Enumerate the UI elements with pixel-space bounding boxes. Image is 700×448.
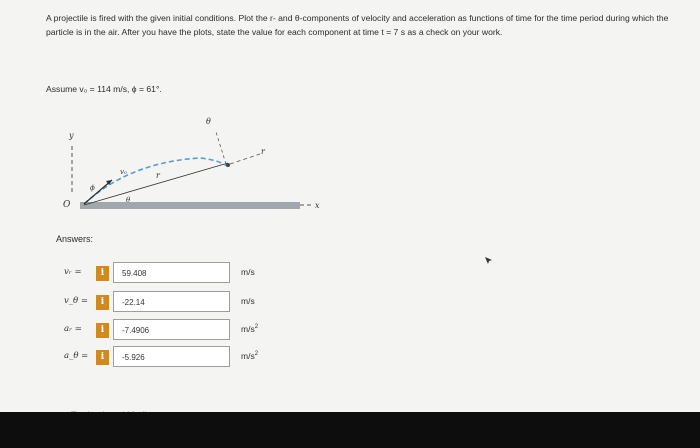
y-axis-label: y (69, 131, 74, 140)
v0-label: v₀ (120, 168, 127, 176)
projectile-diagram (50, 110, 330, 225)
answer-input-vr[interactable]: 59.408 (113, 262, 230, 283)
answer-input-ar[interactable]: -7.4906 (113, 319, 230, 340)
theta-bottom-label: θ (126, 196, 131, 204)
unit-label: $m/s^2$ (241, 324, 259, 334)
theta-top-label: θ (206, 117, 211, 126)
info-icon[interactable]: i (96, 350, 109, 365)
answers-label: Answers: (56, 234, 94, 244)
answer-row-atheta (0, 346, 700, 370)
unit-label: m/s (241, 267, 255, 277)
theta-direction-dashed (216, 132, 226, 164)
r-direction-dashed (230, 154, 260, 164)
answer-symbol: v_θ = (64, 296, 88, 306)
mouse-cursor-icon (484, 256, 494, 266)
assumptions: Assume v₀ = 114 m/s, ϕ = 61°. (46, 84, 162, 94)
answer-symbol: vᵣ = (64, 267, 82, 277)
particle-point (226, 163, 230, 167)
answer-row-vtheta (0, 291, 700, 315)
answer-row-vr (0, 262, 700, 286)
v0-arrow (84, 180, 112, 204)
answer-symbol: a_θ = (64, 351, 89, 361)
answer-input-vtheta[interactable]: -22.14 (113, 291, 230, 312)
r-line (84, 163, 228, 205)
info-icon[interactable]: i (96, 295, 109, 310)
info-icon[interactable]: i (96, 266, 109, 281)
phi-label: ϕ (90, 184, 95, 192)
r-label: r (156, 171, 160, 180)
problem-statement: A projectile is fired with the given initial conditions. Plot the r- and θ-components of velocity and acceleration as functions of time for the time period during which the particle is in the air. After you have the plots, state the value for each component at time t = 7 s as a check on your work. (46, 13, 669, 37)
unit-label: m/s (241, 296, 255, 306)
x-axis-label: x (315, 201, 320, 210)
trajectory-path (84, 158, 230, 204)
r-axis-label: r (261, 147, 265, 156)
answer-input-atheta[interactable]: -5.926 (113, 346, 230, 367)
answer-symbol: aᵣ = (64, 324, 82, 334)
ground-surface (80, 202, 300, 209)
answer-row-ar (0, 319, 700, 343)
info-icon[interactable]: i (96, 323, 109, 338)
origin-label: O (63, 200, 71, 210)
bottom-bar (0, 412, 700, 448)
unit-label: $m/s^2$ (241, 351, 259, 361)
